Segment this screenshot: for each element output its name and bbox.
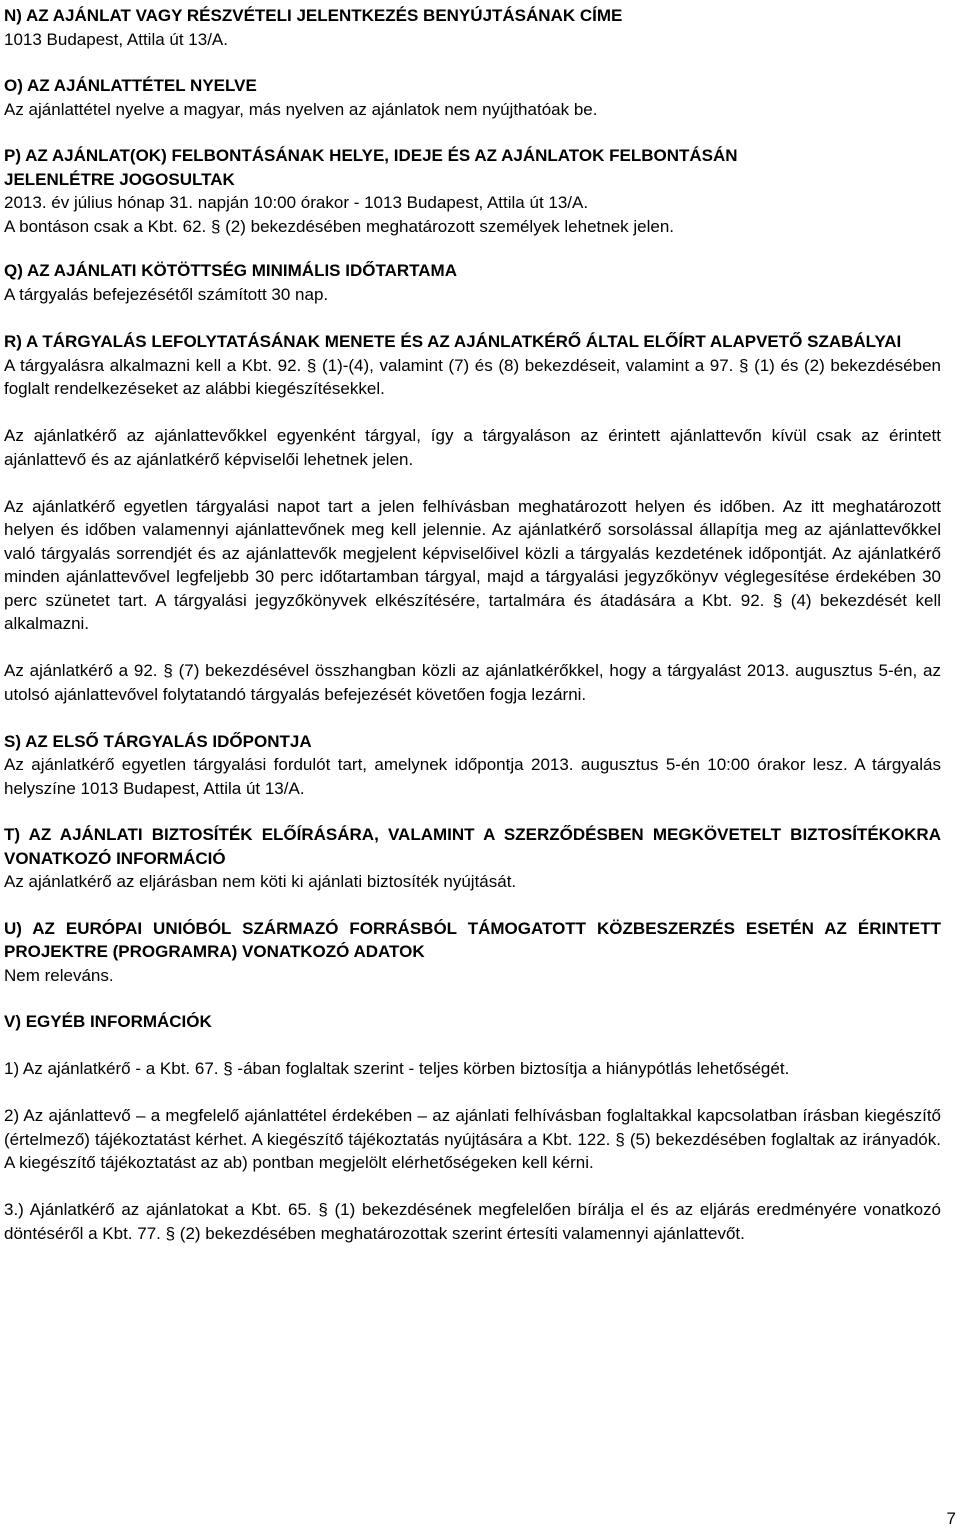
section-t-text: Az ajánlatkérő az eljárásban nem köti ki ajánlati biztosíték nyújtását. <box>4 872 517 891</box>
section-n <box>4 4 941 51</box>
section-n-heading: N) AZ AJÁNLAT VAGY RÉSZVÉTELI JELENTKEZÉS BENYÚJTÁSÁNAK CÍME <box>4 6 623 25</box>
section-u <box>4 917 941 988</box>
section-u-text: Nem releváns. <box>4 965 114 985</box>
section-o-heading: O) AZ AJÁNLATTÉTEL NYELVE <box>4 76 257 95</box>
section-r <box>4 330 941 706</box>
section-p <box>4 144 941 238</box>
section-r-paragraph-1: A tárgyalásra alkalmazni kell a Kbt. 92. § (1)-(4), valamint (7) és (8) bekezdéseit, valamint a 97. § (1) és (2) bekezdésében foglalt rendelkezéseket az alábbi kiegészítésekkel. <box>4 355 941 398</box>
section-t-heading: T) AZ AJÁNLATI BIZTOSÍTÉK ELŐÍRÁSÁRA, VALAMINT A SZERZŐDÉSBEN MEGKÖVETELT BIZTOSÍTÉKOKRA VONATKOZÓ INFORMÁCIÓ <box>4 825 941 868</box>
section-o-text: Az ajánlattétel nyelve a magyar, más nyelven az ajánlatok nem nyújthatóak be. <box>4 99 598 119</box>
section-p-date-line: 2013. év július hónap 31. napján 10:00 órakor - 1013 Budapest, Attila út 13/A. <box>4 193 589 212</box>
section-p-attendance-line: A bontáson csak a Kbt. 62. § (2) bekezdésében meghatározott személyek lehetnek jelen. <box>4 216 675 236</box>
section-v-item-1: 1) Az ajánlatkérő - a Kbt. 67. § -ában foglaltak szerint - teljes körben biztosítja a hiánypótlás lehetőségét. <box>4 1059 790 1078</box>
section-r-paragraph-2: Az ajánlatkérő az ajánlattevőkkel egyenként tárgyal, így a tárgyaláson az érintett ajánlattevőn kívül csak az érintett ajánlattevő és az ajánlatkérő képviselői lehetnek jelen. <box>4 426 941 469</box>
section-u-heading: U) AZ EURÓPAI UNIÓBÓL SZÁRMAZÓ FORRÁSBÓL TÁMOGATOTT KÖZBESZERZÉS ESETÉN AZ ÉRINTETT PROJEKTRE (PROGRAMRA) VONATKOZÓ ADATOK <box>4 918 941 961</box>
section-o <box>4 74 941 121</box>
page-number: 7 <box>946 1509 956 1528</box>
section-s-heading: S) AZ ELSŐ TÁRGYALÁS IDŐPONTJA <box>4 731 312 751</box>
section-t <box>4 823 941 894</box>
section-v-item-2: 2) Az ajánlattevő – a megfelelő ajánlattétel érdekében – az ajánlati felhívásban foglaltakkal kapcsolatban írásban kiegészítő (értelmező) tájékoztatást kérhet. A kiegészítő tájékoztatás nyújtására a Kbt. 122. § (5) bekezdésében foglaltak az irányadók. A kiegészítő tájékoztatást az ab) pontban megjelölt elérhetőségeken kell kérni. <box>4 1106 941 1172</box>
section-s-text: Az ajánlatkérő egyetlen tárgyalási fordulót tart, amelynek időpontja 2013. augusztus 5-én 10:00 órakor lesz. A tárgyalás helyszíne 1013 Budapest, Attila út 13/A. <box>4 755 941 798</box>
section-v-heading: V) EGYÉB INFORMÁCIÓK <box>4 1012 212 1031</box>
section-v-item-3: 3.) Ajánlatkérő az ajánlatokat a Kbt. 65. § (1) bekezdésének megfelelően bírálja el és az eljárás eredményére vonatkozó döntéséről a Kbt. 77. § (2) bekezdésében meghatározottak szerint értesíti valamennyi ajánlattevőt. <box>4 1200 941 1243</box>
section-r-paragraph-4: Az ajánlatkérő a 92. § (7) bekezdésével összhangban közli az ajánlatkérőkkel, hogy a tárgyalást 2013. augusztus 5-én, az utolsó ajánlattevővel folytatandó tárgyalás befejezését követően fogja lezárni. <box>4 661 941 704</box>
section-r-paragraph-3: Az ajánlatkérő egyetlen tárgyalási napot tart a jelen felhívásban meghatározott helyen és időben. Az itt meghatározott helyen és időben valamennyi ajánlattevőnek meg kell jelennie. Az ajánlatkérő sorsolással állapítja meg az ajánlattevőkkel való tárgyalás sorrendjét és az ajánlattevők megjelent képviselőivel közli a tárgyalás kezdetének időpontját. Az ajánlatkérő minden ajánlattevővel legfeljebb 30 perc időtartamban tárgyal, majd a tárgyalási jegyzőkönyv véglegesítése érdekében 30 perc szünetet tart. A tárgyalási jegyzőkönyvek elkészítésére, tartalmára és átadására a Kbt. 92. § (4) bekezdését kell alkalmazni. <box>4 496 941 633</box>
section-r-heading: R) A TÁRGYALÁS LEFOLYTATÁSÁNAK MENETE ÉS AZ AJÁNLATKÉRŐ ÁLTAL ELŐÍRT ALAPVETŐ SZABÁLYAI <box>4 332 902 351</box>
document-page <box>4 4 941 1245</box>
section-v <box>4 1010 941 1245</box>
section-q <box>4 259 941 306</box>
section-n-address: 1013 Budapest, Attila út 13/A. <box>4 29 228 49</box>
section-s <box>4 730 941 801</box>
section-q-heading: Q) AZ AJÁNLATI KÖTÖTTSÉG MINIMÁLIS IDŐTARTAMA <box>4 261 457 280</box>
section-p-heading-line2: JELENLÉTRE JOGOSULTAK <box>4 169 235 189</box>
section-q-text: A tárgyalás befejezésétől számított 30 nap. <box>4 284 329 304</box>
section-p-heading-line1: P) AZ AJÁNLAT(OK) FELBONTÁSÁNAK HELYE, IDEJE ÉS AZ AJÁNLATOK FELBONTÁSÁN <box>4 146 738 165</box>
